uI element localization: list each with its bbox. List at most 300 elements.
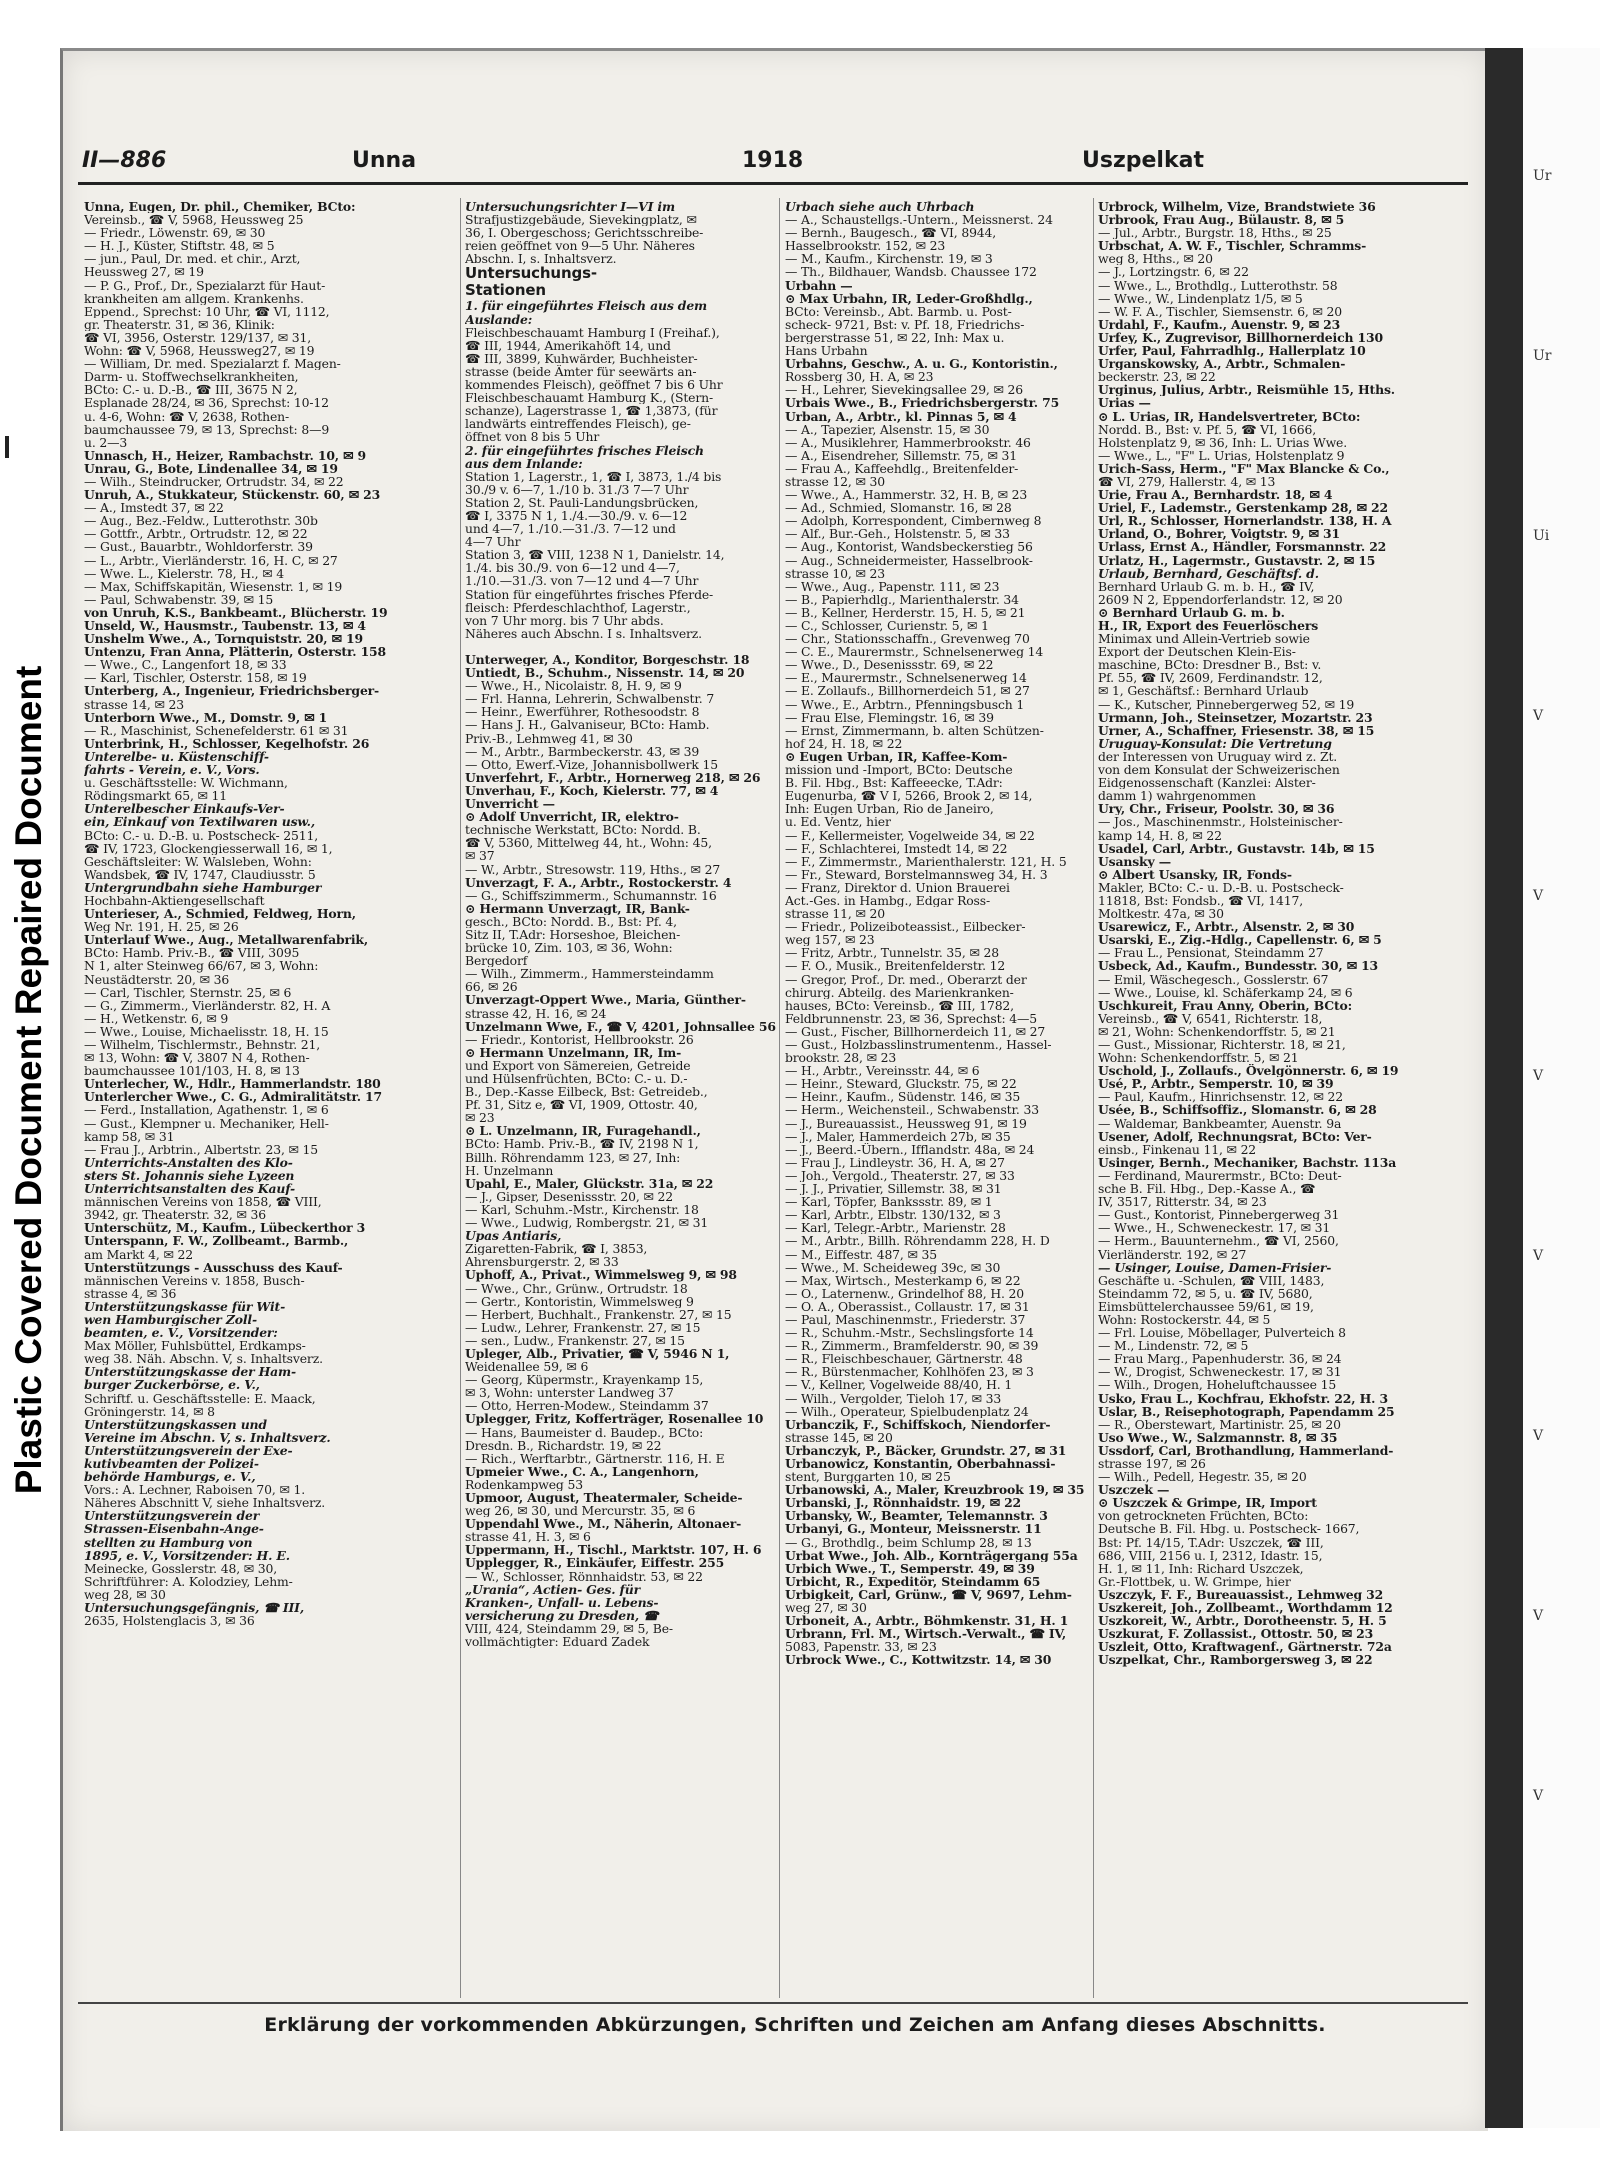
directory-entry-line: Eimsbüttelerchaussee 59/61, ✉ 19, (1098, 1299, 1314, 1313)
side-label-text: Plastic Covered Document Repaired Document (8, 665, 49, 1495)
directory-entry-line: u. 2—3 (84, 435, 128, 449)
directory-entry-line: Uppermann, H., Tischl., Marktstr. 107, H. 6 (465, 1543, 762, 1557)
column-divider (1093, 198, 1094, 1998)
directory-entry-line: — Heinr., Steward, Gluckstr. 75, ✉ 22 (785, 1077, 1017, 1091)
directory-entry-line: Unterrichts-Anstalten des Klo- (84, 1155, 293, 1169)
directory-entry-line: Uszkoreit, W., Arbtr., Dorotheenstr. 5, H. 5 (1098, 1614, 1387, 1628)
directory-entry-line: 1. für eingeführtes Fleisch aus dem (465, 299, 708, 313)
directory-entry-line: kamp 14, H. 8, ✉ 22 (1098, 828, 1222, 842)
directory-entry-line: ☎ III, 1944, Amerikahöft 14, und (465, 338, 671, 352)
adjacent-page-fragment: Ui (1533, 528, 1550, 544)
directory-entry-line: Uphoff, A., Privat., Wimmelsweg 9, ✉ 98 (465, 1268, 737, 1282)
directory-entry-line: 36, I. Obergeschoss; Gerichtsschreibe- (465, 226, 704, 240)
directory-entry-line: — jun., Paul, Dr. med. et chir., Arzt, (84, 252, 301, 266)
directory-entry-line: Unterelbescher Einkaufs-Ver- (84, 802, 285, 816)
directory-entry-line: ✉ 3, Wohn: unterster Landweg 37 (465, 1386, 674, 1400)
directory-entry-line: Urbanowicz, Konstantin, Oberbahnassi- (785, 1457, 1056, 1471)
directory-entry-line: Rodenkampweg 53 (465, 1477, 583, 1491)
directory-entry-line: Meinecke, Gosslerstr. 48, ✉ 30, (84, 1561, 278, 1575)
directory-entry-line: beckerstr. 23, ✉ 22 (1098, 370, 1216, 384)
directory-entry-line: Urlatz, H., Lagermstr., Gustavstr. 2, ✉ 15 (1098, 553, 1376, 567)
directory-entry-line: — Frau J., Arbtrin., Albertstr. 23, ✉ 15 (84, 1142, 319, 1156)
directory-entry-line: — M., Arbtr., Barmbeckerstr. 43, ✉ 39 (465, 744, 700, 758)
directory-entry-line: — Friedr., Kontorist, Hellbrookstr. 26 (465, 1032, 694, 1046)
directory-column-1 (84, 200, 404, 1995)
directory-entry-line: wen Hamburgischer Zoll- (84, 1312, 257, 1327)
header-last-word: Uszpelkat (1082, 148, 1204, 173)
directory-entry-line: Usansky — (1098, 854, 1171, 868)
directory-entry-line: Eppend., Sprechst: 10 Uhr, ☎ VI, 1112, (84, 304, 330, 318)
directory-entry-line: Esplanade 28/24, ✉ 36, Sprechst: 10-12 (84, 396, 329, 410)
directory-entry-line: ☎ V, 5360, Mittelweg 44, ht., Wohn: 45, (465, 836, 712, 850)
directory-entry-line: — Paul, Schwabenstr. 39, ✉ 15 (84, 592, 274, 606)
directory-entry-line: Urbanczik, F., Schiffskoch, Niendorfer- (785, 1417, 1051, 1431)
directory-entry-line: Urbanski, J., Rönnhaidstr. 19, ✉ 22 (785, 1496, 1022, 1510)
directory-entry-line: 30./9 v. 6—7, 1./10 b. 31./3 7—7 Uhr (465, 482, 689, 496)
directory-entry-line: Heussweg 27, ✉ 19 (84, 265, 204, 279)
directory-entry-line: — Frau A., Kaffeehdlg., Breitenfelder- (785, 461, 1019, 475)
directory-entry-line: — Friedr., Polizeiboteassist., Eilbecker- (785, 920, 1026, 934)
directory-entry-line: — Adolph, Korrespondent, Cimbernweg 8 (785, 514, 1042, 528)
adjacent-page-edge (1485, 48, 1600, 2128)
directory-entry-line: Schriftführer: A. Kolodziey, Lehm- (84, 1574, 293, 1588)
directory-entry-line: ☎ III, 3899, Kuhwärder, Buchheister- (465, 351, 698, 365)
directory-entry-line: baumchaussee 79, ✉ 13, Sprechst: 8—9 (84, 422, 330, 436)
directory-entry-line: mission und -Import, BCto: Deutsche (785, 763, 1013, 777)
directory-entry-line: Unterstützungskassen und (84, 1417, 267, 1431)
directory-entry-line: — Carl, Tischler, Sternstr. 25, ✉ 6 (84, 985, 292, 999)
directory-entry-line: Steindamm 72, ✉ 5, u. ☎ IV, 5680, (1098, 1286, 1313, 1300)
directory-entry-line: Näheres Abschnitt V, siehe Inhaltsverz. (84, 1496, 326, 1510)
directory-entry-line: Unverhau, F., Koch, Kielerstr. 77, ✉ 4 (465, 783, 719, 798)
directory-entry-line: — W., Schlosser, Rönnhaidstr. 53, ✉ 22 (465, 1569, 703, 1583)
directory-entry-line: — M., Arbtr., Billh. Röhrendamm 228, H. D (785, 1234, 1050, 1248)
directory-entry-line: — F. O., Musik., Breitenfelderstr. 12 (785, 959, 1006, 973)
directory-entry-line: Url, R., Schlosser, Hornerlandstr. 138, H. A (1098, 514, 1392, 528)
directory-entry-line: Pf. 55, ☎ IV, 2609, Ferdinandstr. 12, (1098, 671, 1323, 685)
directory-entry-line: strasse 42, H. 16, ✉ 24 (465, 1006, 607, 1020)
directory-entry-line: — C., Schlosser, Curienstr. 5, ✉ 1 (785, 619, 989, 633)
directory-entry-line: H. Unzelmann (465, 1163, 554, 1177)
directory-entry-line: u. Ed. Ventz, hier (785, 815, 891, 829)
directory-entry-line: Gröningerstr. 14, ✉ 8 (84, 1404, 215, 1418)
directory-entry-line: Urich-Sass, Herm., "F" Max Blancke & Co., (1098, 461, 1390, 475)
directory-entry-line: kommendes Fleisch), geöffnet 7 bis 6 Uhr (465, 378, 723, 392)
directory-entry-line: Usadel, Carl, Arbtr., Gustavstr. 14b, ✉ 15 (1098, 841, 1375, 855)
directory-entry-line: — W., Arbtr., Stresowstr. 119, Hths., ✉ 27 (465, 862, 721, 876)
directory-entry-line: weg 26, ✉ 30, und Mercurstr. 35, ✉ 6 (465, 1504, 696, 1518)
directory-entry-line: öffnet von 8 bis 5 Uhr (465, 430, 600, 444)
directory-entry-line: brookstr. 28, ✉ 23 (785, 1051, 897, 1065)
directory-entry-line: Unterborn Wwe., M., Domstr. 9, ✉ 1 (84, 710, 328, 724)
directory-entry-line: — Gust., Missionar, Richterstr. 18, ✉ 21, (1098, 1038, 1346, 1052)
directory-entry-line: — Wwe., Louise, Michaelisstr. 18, H. 15 (84, 1024, 329, 1038)
directory-entry-line: Urlass, Ernst A., Händler, Forsmannstr. 22 (1098, 540, 1387, 554)
directory-entry-line: 1./4. bis 30./9. von 6—12 und 4—7, (465, 561, 680, 575)
directory-entry-line: Weidenallee 59, ✉ 6 (465, 1360, 589, 1374)
directory-entry-line: von Unruh, K.S., Bankbeamt., Blücherstr. 19 (84, 605, 388, 619)
directory-entry-line: Ury, Chr., Friseur, Poolstr. 30, ✉ 36 (1098, 802, 1335, 816)
directory-entry-line: strasse 4, ✉ 36 (84, 1286, 177, 1300)
directory-entry-line: — P. G., Prof., Dr., Spezialarzt für Haut- (84, 278, 326, 292)
directory-entry-line: Unterberg, A., Ingenieur, Friedrichsberger- (84, 684, 380, 698)
directory-entry-line: ✉ 1, Geschäftsf.: Bernhard Urlaub (1098, 684, 1309, 698)
directory-entry-line: — R., Bürstenmacher, Kohlhöfen 23, ✉ 3 (785, 1365, 1034, 1379)
directory-entry-line: Urboneit, A., Arbtr., Böhmkenstr. 31, H. 1 (785, 1614, 1069, 1628)
directory-entry-line: BCto: C.- u. D.-B. u. Postscheck- 2511, (84, 828, 319, 842)
directory-entry-line: — O., Laternenw., Grindelhof 88, H. 20 (785, 1286, 1025, 1300)
directory-entry-line: Hasselbrookstr. 152, ✉ 23 (785, 239, 946, 253)
directory-entry-line: weg 28, ✉ 30 (84, 1587, 166, 1602)
directory-entry-line: Dresdn. B., Richardstr. 19, ✉ 22 (465, 1438, 662, 1452)
directory-entry-line: — Friedr., Löwenstr. 69, ✉ 30 (84, 226, 266, 240)
directory-entry-line: Urfer, Paul, Fahrradhlg., Hallerplatz 10 (1098, 344, 1366, 358)
adjacent-page-fragment: Ur (1533, 168, 1552, 184)
directory-entry-line: versicherung zu Dresden, ☎ (465, 1608, 659, 1622)
directory-entry-line: Rödingsmarkt 65, ✉ 11 (84, 789, 228, 803)
directory-entry-line: Stationen (465, 282, 546, 300)
directory-entry-line: Untiedt, B., Schuhm., Nissenstr. 14, ✉ 20 (465, 666, 745, 680)
directory-entry-line: Uschkureit, Frau Anny, Oberin, BCto: (1098, 998, 1353, 1012)
directory-entry-line: — R., Oberstewart, Martinistr. 25, ✉ 20 (1098, 1417, 1341, 1431)
directory-entry-line: damm 1) wahrgenommen (1098, 789, 1256, 803)
directory-entry-line: fahrts - Verein, e. V., Vors. (84, 763, 260, 777)
directory-entry-line: strasse 145, ✉ 20 (785, 1430, 893, 1444)
footer-rule (78, 2002, 1468, 2004)
directory-entry-line: von dem Konsulat der Schweizerischen (1098, 763, 1340, 777)
directory-entry-line: — M., Lindenstr. 72, ✉ 5 (1098, 1339, 1249, 1353)
directory-entry-line: — Wwe., A., Hammerstr. 32, H. B, ✉ 23 (785, 488, 1028, 502)
adjacent-page-fragment: Ur (1533, 348, 1552, 364)
directory-entry-line: 2609 N 2, Eppendorferlandstr. 12, ✉ 20 (1098, 592, 1343, 606)
directory-entry-line: Eugenurba, ☎ V I, 5266, Brook 2, ✉ 14, (785, 789, 1033, 803)
directory-entry-line: — Heinr., Kaufm., Südenstr. 146, ✉ 35 (785, 1090, 1021, 1104)
directory-entry-line: 1./10.—31./3. von 7—12 und 4—7 Uhr (465, 574, 699, 588)
directory-entry-line: B. Fil. Hbg., Bst: Kaffeeecke, T.Adr: (785, 776, 1003, 790)
directory-entry-line: strasse 11, ✉ 20 (785, 907, 885, 921)
directory-entry-line: 686, VIII, 2156 u. I, 2312, Idastr. 15, (1098, 1548, 1323, 1562)
directory-entry-line: Uszpelkat, Chr., Ramborgersweg 3, ✉ 22 (1098, 1653, 1373, 1667)
adjacent-page-fragment: V (1533, 888, 1544, 904)
directory-entry-line: — Gust., Kontorist, Pinnebergerweg 31 (1098, 1208, 1340, 1222)
directory-entry-line: ✉ 23 (465, 1111, 495, 1125)
adjacent-page-fragment: V (1533, 1608, 1544, 1624)
directory-entry-line: — C. E., Maurermstr., Schnelsenerweg 14 (785, 645, 1044, 659)
directory-entry-line: Unverzagt-Oppert Wwe., Maria, Günther- (465, 993, 746, 1007)
directory-entry-line: — Gertr., Kontoristin, Wimmelsweg 9 (465, 1294, 694, 1308)
directory-entry-line: — K., Kutscher, Pinnebergerweg 52, ✉ 19 (1098, 697, 1355, 711)
directory-entry-line: ⊙ Albert Usansky, IR, Fonds- (1098, 867, 1292, 881)
directory-entry-line: Priv.-B., Lehmweg 41, ✉ 30 (465, 731, 633, 745)
directory-entry-line: ⊙ Hermann Unzelmann, IR, Im- (465, 1045, 682, 1059)
directory-entry-line: — Karl, Schuhm.-Mstr., Kirchenstr. 18 (465, 1202, 699, 1217)
directory-entry-line: männischen Vereins von 1858, ☎ VIII, (84, 1195, 322, 1209)
directory-entry-line: chirurg. Abteilg. des Marienkranken- (785, 985, 1014, 999)
directory-entry-line: Geschäfte u. -Schulen, ☎ VIII, 1483, (1098, 1273, 1325, 1287)
directory-entry-line: Darm- u. Stoffwechselkrankheiten, (84, 370, 299, 384)
directory-entry-line: B., Dep.-Kasse Eilbeck, Bst: Getreideb., (465, 1085, 708, 1099)
directory-entry-line: Urbrann, Frl. M., Wirtsch.-Verwalt., ☎ IV, (785, 1627, 1066, 1641)
directory-entry-line: — Karl, Telegr.-Arbtr., Marienstr. 28 (785, 1221, 1006, 1235)
directory-entry-line: — Karl, Töpfer, Bankssstr. 89, ✉ 1 (785, 1195, 993, 1209)
directory-entry-line: sters St. Johannis siehe Lyzeen (84, 1168, 295, 1183)
directory-entry-line: — Ad., Schmied, Slomanstr. 16, ✉ 28 (785, 501, 1012, 515)
directory-entry-line: — Fritz, Arbtr., Tunnelstr. 35, ✉ 28 (785, 946, 999, 960)
directory-entry-line: Unverfehrt, F., Arbtr., Hornerweg 218, ✉ 26 (465, 770, 761, 784)
directory-entry-line: Urbansky, W., Beamter, Telemannstr. 3 (785, 1509, 1048, 1523)
directory-entry-line: — William, Dr. med. Spezialarzt f. Magen- (84, 357, 341, 371)
directory-entry-line: Vierländerstr. 192, ✉ 27 (1098, 1247, 1247, 1261)
directory-entry-line: „Urania“, Actien- Ges. für (465, 1582, 640, 1596)
directory-entry-line: Schriftf. u. Geschäftsstelle: E. Maack, (84, 1391, 316, 1405)
directory-entry-line: — Herbert, Buchhalt., Frankenstr. 27, ✉ 15 (465, 1307, 732, 1321)
directory-entry-line: — J. J., Privatier, Sillemstr. 38, ✉ 31 (785, 1182, 1002, 1196)
directory-entry-line: Urbich Wwe., T., Semperstr. 49, ✉ 39 (785, 1561, 1035, 1575)
directory-entry-line: gesch., BCto: Nordd. B., Bst: Pf. 4, (465, 914, 677, 928)
directory-entry-line: ⊙ Max Urbahn, IR, Leder-Großhdlg., (785, 291, 1033, 305)
directory-entry-line: von getrockneten Früchten, BCto: (1098, 1509, 1309, 1523)
directory-entry-line: ☎ I, 3375 N 1, 1./4.—30./9. v. 6—12 (465, 508, 688, 523)
directory-entry-line: Urbanyi, G., Monteur, Meissnerstr. 11 (785, 1522, 1042, 1536)
directory-entry-line: Fleischbeschauamt Hamburg K., (Stern- (465, 391, 713, 405)
directory-entry-line: Unterieser, A., Schmied, Feldweg, Horn, (84, 907, 356, 921)
directory-entry-line: fleisch: Pferdeschlachthof, Lagerstr., (465, 600, 691, 614)
directory-entry-line: von 7 Uhr morg. bis 7 Uhr abds. (465, 613, 664, 627)
directory-entry-line: ⊙ L. Urias, IR, Handelsvertreter, BCto: (1098, 409, 1361, 423)
directory-entry-line: ⊙ Bernhard Urlaub G. m. b. (1098, 605, 1285, 619)
directory-entry-line: Urganskowsky, A., Arbtr., Schmalen- (1098, 357, 1346, 371)
directory-entry-line: — G., Brothdlg., beim Schlump 28, ✉ 13 (785, 1535, 1032, 1549)
directory-entry-line: — J., Gipser, Desenissstr. 20, ✉ 22 (465, 1189, 673, 1203)
directory-entry-line: Urland, O., Bohrer, Voigtstr. 9, ✉ 31 (1098, 527, 1340, 541)
directory-entry-line: Urbrook, Frau Aug., Bülaustr. 8, ✉ 5 (1098, 213, 1345, 227)
directory-entry-line: — Gust., Fischer, Billhornerdeich 11, ✉ 27 (785, 1024, 1046, 1038)
directory-entry-line: Unrau, G., Bote, Lindenallee 34, ✉ 19 (84, 461, 338, 475)
adjacent-page-fragment: V (1533, 1068, 1544, 1084)
directory-entry-line: Strassen-Eisenbahn-Ange- (84, 1522, 264, 1536)
directory-entry-line: — G., Schiffszimmerm., Schumannstr. 16 (465, 888, 717, 902)
directory-entry-line: — Paul, Maschinenmstr., Friederstr. 37 (785, 1312, 1026, 1327)
directory-entry-line: Untersuchungsgefängnis, ☎ III, (84, 1601, 304, 1615)
directory-entry-line: Upmeier Wwe., C. A., Langenhorn, (465, 1464, 699, 1478)
directory-entry-line: — Emil, Wäschegesch., Gosslerstr. 67 (1098, 972, 1329, 986)
directory-entry-line: — Wwe., Ludwig, Rombergstr. 21, ✉ 31 (465, 1216, 709, 1230)
directory-entry-line: — Otto, Ewerf.-Vize, Johannisbollwerk 15 (465, 757, 718, 771)
directory-entry-line: — Herm., Weichensteil., Schwabenstr. 33 (785, 1103, 1039, 1117)
directory-entry-line: strasse 41, H. 3, ✉ 6 (465, 1530, 591, 1544)
directory-entry-line: baumchaussee 101/103, H. 8, ✉ 13 (84, 1064, 300, 1078)
directory-entry-line: — Ludw., Lehrer, Frankenstr. 27, ✉ 15 (465, 1320, 701, 1334)
directory-entry-line: gr. Theaterstr. 31, ✉ 36, Klinik: (84, 317, 275, 331)
directory-entry-line: Urbrock, Wilhelm, Vize, Brandstwiete 36 (1098, 200, 1376, 214)
directory-entry-line: Bernhard Urlaub G. m. b. H., ☎ IV, (1098, 579, 1315, 593)
directory-entry-line: — Ferd., Installation, Agathenstr. 1, ✉ 6 (84, 1103, 329, 1117)
directory-entry-line: Untenzu, Fran Anna, Plätterin, Osterstr. 158 (84, 645, 386, 659)
directory-entry-line: N 1, alter Steinweg 66/67, ✉ 3, Wohn: (84, 959, 319, 973)
directory-entry-line: Unzelmann Wwe, F., ☎ V, 4201, Johnsallee 56 (465, 1019, 776, 1033)
directory-entry-line: 2. für eingeführtes frisches Fleisch (465, 443, 704, 457)
header-first-word: Unna (352, 148, 417, 173)
directory-entry-line: — B., Papierhdlg., Marienthalerstr. 34 (785, 592, 1019, 606)
directory-entry-line: Unterstützungsverein der Exe- (84, 1443, 293, 1457)
directory-entry-line: — Gust., Bauarbtr., Wohldorferstr. 39 (84, 540, 313, 554)
directory-entry-line: — Bernh., Baugesch., ☎ VI, 8944, (785, 226, 997, 240)
directory-entry-line: — L., Arbtr., Vierländerstr. 16, H. C, ✉ 27 (84, 553, 338, 567)
directory-entry-line: — Wilh., Operateur, Spielbudenplatz 24 (785, 1404, 1029, 1418)
directory-entry-line: — Frl. Louise, Möbellager, Pulverteich 8 (1098, 1326, 1346, 1340)
directory-entry-line: Unnasch, H., Heizer, Rambachstr. 10, ✉ 9 (84, 448, 366, 462)
directory-entry-line: — Wwe., L., "F" L. Urias, Holstenplatz 9 (1098, 448, 1345, 462)
directory-entry-line: Unverzagt, F. A., Arbtr., Rostockerstr. 4 (465, 875, 732, 889)
directory-entry-line: — Wwe., Aug., Papenstr. 111, ✉ 23 (785, 579, 1000, 593)
directory-entry-line: — W., Drogist, Schweneckestr. 17, ✉ 31 (1098, 1365, 1342, 1379)
directory-entry-line: 1895, e. V., Vorsitzender: H. E. (84, 1548, 290, 1562)
directory-entry-line: Upas Antiaris, (465, 1229, 562, 1243)
directory-entry-line: weg 157, ✉ 23 (785, 933, 875, 947)
page-footer-note: Erklärung der vorkommenden Abkürzungen, Schriften und Zeichen am Anfang dieses Abschnitts. (264, 2014, 1326, 2036)
directory-entry-line: strasse (beide Ämter für seewärts an- (465, 364, 697, 379)
header-year: 1918 (742, 148, 804, 173)
directory-entry-line: Uszczyk, F. F., Bureauassist., Lehmweg 32 (1098, 1587, 1384, 1602)
directory-entry-line: — Wwe., M. Scheideweg 39c, ✉ 30 (785, 1260, 1001, 1274)
directory-entry-line: Usinger, Bernh., Mechaniker, Bachstr. 113a (1098, 1155, 1397, 1169)
directory-entry-line: Unna, Eugen, Dr. phil., Chemiker, BCto: (84, 200, 356, 214)
directory-entry-line: — Wwe., Chr., Grünw., Ortrudstr. 18 (465, 1281, 688, 1295)
page-gutter-shadow (1485, 48, 1523, 2128)
directory-entry-line: Vereinsb., ☎ V, 5968, Heussweg 25 (84, 213, 304, 227)
directory-entry-line: 2635, Holstenglacis 3, ✉ 36 (84, 1614, 255, 1628)
directory-entry-line: beamten, e. V., Vorsitzender: (84, 1326, 278, 1340)
directory-entry-line: Urbach siehe auch Uhrbach (785, 200, 975, 214)
directory-entry-line: — J., Beerd.-Übern., Ifflandstr. 48a, ✉ 24 (785, 1142, 1035, 1156)
directory-entry-line: — Usinger, Louise, Damen-Frisier- (1098, 1260, 1332, 1274)
directory-entry-line: Untergrundbahn siehe Hamburger (84, 880, 322, 894)
directory-entry-line: Ahrensburgerstr. 2, ✉ 33 (465, 1255, 619, 1269)
directory-column-4 (1098, 200, 1418, 1995)
directory-entry-line: Export der Deutschen Klein-Eis- (1098, 645, 1296, 659)
directory-entry-line: Urginus, Julius, Arbtr., Reismühle 15, Hths. (1098, 383, 1395, 397)
directory-entry-line: Urfey, K., Zugrevisor, Billhornerdeich 130 (1098, 330, 1383, 345)
directory-entry-line: — A., Schaustellgs.-Untern., Meissnerst. 24 (785, 213, 1053, 227)
directory-entry-line: ☎ VI, 279, Hallerstr. 4, ✉ 13 (1098, 474, 1276, 489)
directory-entry-line: schanze), Lagerstrasse 1, ☎ 1,3873, (für (465, 404, 718, 418)
directory-entry-line: Urie, Frau A., Bernhardstr. 18, ✉ 4 (1098, 488, 1333, 502)
directory-entry-line: — Frau J., Lindleystr. 36, H. A, ✉ 27 (785, 1155, 1005, 1169)
directory-entry-line: — H., Wetkenstr. 6, ✉ 9 (84, 1011, 229, 1025)
directory-entry-line: Unterspann, F. W., Zollbeamt., Barmb., (84, 1234, 349, 1248)
directory-entry-line: Minimax und Allein-Vertrieb sowie (1098, 632, 1310, 646)
directory-entry-line: — Wwe. L., Kielerstr. 78, H., ✉ 4 (84, 566, 284, 580)
directory-entry-line: Sitz II, T.Adr: Horseshoe, Bleichen- (465, 927, 681, 942)
directory-entry-line: — Jul., Arbtr., Burgstr. 18, Hths., ✉ 25 (1098, 226, 1332, 240)
directory-entry-line: einsb., Finkenau 11, ✉ 22 (1098, 1142, 1257, 1156)
directory-entry-line: Urban, A., Arbtr., kl. Pinnas 5, ✉ 4 (785, 409, 1017, 423)
directory-entry-line: Inh: Eugen Urban, Rio de Janeiro, (785, 802, 994, 816)
directory-entry-line: Urbrock Wwe., C., Kottwitzstr. 14, ✉ 30 (785, 1653, 1052, 1667)
directory-entry-line: Upplegger, R., Einkäufer, Eiffestr. 255 (465, 1556, 725, 1570)
directory-entry-line: Unterstützungsverein der (84, 1509, 260, 1523)
directory-entry-line: Uppendahl Wwe., M., Näherin, Altonaer- (465, 1517, 742, 1531)
directory-entry-line: Ussdorf, Carl, Brothandlung, Hammerland- (1098, 1443, 1394, 1457)
directory-entry-line: Urias — (1098, 396, 1151, 410)
directory-entry-line: Upahl, E., Maler, Glückstr. 31a, ✉ 22 (465, 1176, 714, 1190)
directory-entry-line: Usener, Adolf, Rechnungsrat, BCto: Ver- (1098, 1129, 1372, 1143)
directory-entry-line: Unterelbe- u. Küstenschiff- (84, 749, 269, 764)
directory-entry-line: Hochbahn-Aktiengesellschaft (84, 893, 265, 908)
directory-entry-line: Unterlauf Wwe., Aug., Metallwarenfabrik, (84, 933, 369, 947)
directory-entry-line: Uszkereit, Joh., Zollbeamt., Worthdamm 12 (1098, 1601, 1393, 1615)
directory-entry-line: — Wwe., H., Schweneckestr. 17, ✉ 31 (1098, 1221, 1331, 1235)
directory-entry-line: Usarewicz, F., Arbtr., Alsenstr. 2, ✉ 30 (1098, 920, 1355, 934)
directory-entry-line: Max Möller, Fuhlsbüttel, Erdkamps- (84, 1339, 306, 1353)
adjacent-page-fragment: V (1533, 1248, 1544, 1264)
page-number: II—886 (82, 148, 167, 173)
directory-entry-line: u. 4-6, Wohn: ☎ V, 2638, Rothen- (84, 409, 290, 423)
directory-entry-line: — F., Kellermeister, Vogelweide 34, ✉ 22 (785, 828, 1035, 842)
directory-entry-line: Billh. Röhrendamm 123, ✉ 27, Inh: (465, 1150, 681, 1164)
directory-entry-line: männischen Vereins v. 1858, Busch- (84, 1273, 305, 1287)
directory-entry-line: VIII, 424, Steindamm 29, ✉ 5, Be- (465, 1621, 673, 1636)
directory-entry-line: am Markt 4, ✉ 22 (84, 1247, 193, 1261)
directory-entry-line: — Wwe., D., Desenissstr. 69, ✉ 22 (785, 658, 994, 672)
directory-entry-line: — Karl, Arbtr., Elbstr. 130/132, ✉ 3 (785, 1208, 1001, 1222)
directory-entry-line: Urbahn — (785, 278, 853, 292)
directory-entry-line: Näheres auch Abschn. I s. Inhaltsverz. (465, 626, 702, 640)
directory-entry-line: Station 1, Lagerstr., 1, ☎ I, 3873, 1./4 bis (465, 469, 722, 483)
directory-entry-line: — E. Zollaufs., Billhornerdeich 51, ✉ 27 (785, 684, 1030, 698)
directory-entry-line: — Frau L., Pensionat, Steindamm 27 (1098, 946, 1324, 960)
directory-entry-line: Urbigkeit, Carl, Grünw., ☎ V, 9697, Lehm- (785, 1587, 1072, 1602)
directory-entry-line: Wohn: Schenkendorffstr. 5, ✉ 21 (1098, 1051, 1299, 1065)
directory-entry-line: — Frl. Hanna, Lehrerin, Schwalbenstr. 7 (465, 692, 715, 706)
directory-entry-line: — Heinr., Ewerführer, Rothesoodstr. 8 (465, 705, 700, 719)
directory-entry-line: reien geöffnet von 9—5 Uhr. Näheres (465, 239, 695, 253)
directory-entry-line: — W. F. A., Tischler, Siemsenstr. 6, ✉ 20 (1098, 304, 1342, 318)
directory-entry-line: — Wwe., E., Arbtrn., Pfenningsbusch 1 (785, 697, 1025, 711)
directory-entry-line: ⊙ Adolf Unverricht, IR, elektro- (465, 810, 679, 824)
directory-entry-line: Wohn: Rostockerstr. 44, ✉ 5 (1098, 1312, 1271, 1327)
directory-entry-line: Urner, A., Schaffner, Friesenstr. 38, ✉ 15 (1098, 723, 1375, 737)
directory-entry-line: — Rich., Werftarbtr., Gärtnerstr. 116, H. E (465, 1451, 725, 1465)
directory-entry-line: — Waldemar, Bankbeamter, Auenstr. 9a (1098, 1116, 1342, 1130)
directory-entry-line: — Alf., Bur.-Geh., Holstenstr. 5, ✉ 33 (785, 527, 1010, 541)
adjacent-page-fragment: V (1533, 1428, 1544, 1444)
directory-entry-line: — Gregor, Prof., Dr. med., Oberarzt der (785, 972, 1027, 986)
directory-entry-line: Gr.-Flottbek, u. W. Grimpe, hier (1098, 1574, 1291, 1588)
directory-entry-line: Station 2, St. Pauli-Landungsbrücken, (465, 495, 699, 509)
directory-entry-line: Nordd. B., Bst: v. Pf. 5, ☎ VI, 1666, (1098, 422, 1316, 436)
directory-entry-line: — J., Maler, Hammerdeich 27b, ✉ 35 (785, 1129, 1011, 1143)
directory-entry-line: burger Zuckerbörse, e. V., (84, 1378, 260, 1392)
directory-entry-line: Uplegger, Fritz, Kofferträger, Rosenallee 10 (465, 1412, 764, 1426)
directory-entry-line: — Karl, Tischler, Osterstr. 158, ✉ 19 (84, 671, 307, 685)
directory-entry-line: Usé, P., Arbtr., Semperstr. 10, ✉ 39 (1098, 1077, 1334, 1091)
directory-entry-line: — Frau Marg., Papenhuderstr. 36, ✉ 24 (1098, 1352, 1342, 1366)
directory-entry-line: Station 3, ☎ VIII, 1238 N 1, Danielstr. 14, (465, 548, 725, 562)
directory-entry-line: Untersuchungsrichter I—VI im (465, 200, 675, 214)
directory-entry-line: — O. A., Oberassist., Collaustr. 17, ✉ 31 (785, 1299, 1030, 1313)
adjacent-page-fragment: V (1533, 708, 1544, 724)
directory-entry-line: — Otto, Herren-Modew., Steindamm 37 (465, 1399, 709, 1413)
column-divider (779, 198, 780, 1998)
directory-entry-line: — Wilh., Steindrucker, Ortrudstr. 34, ✉ 22 (84, 474, 344, 489)
directory-entry-line: Uszleit, Otto, Kraftwagenf., Gärtnerstr. 72a (1098, 1640, 1392, 1654)
directory-entry-line: Feldbrunnenstr. 23, ✉ 36, Sprechst: 4—5 (785, 1011, 1037, 1025)
directory-entry-line: ⊙ L. Unzelmann, IR, Furagehandl., (465, 1124, 701, 1138)
directory-entry-line: — J., Lortzingstr. 6, ✉ 22 (1098, 265, 1249, 279)
directory-entry-line: — Gust., Holzbasslinstrumentenm., Hassel- (785, 1038, 1052, 1052)
directory-entry-line: — M., Eiffestr. 487, ✉ 35 (785, 1247, 937, 1261)
